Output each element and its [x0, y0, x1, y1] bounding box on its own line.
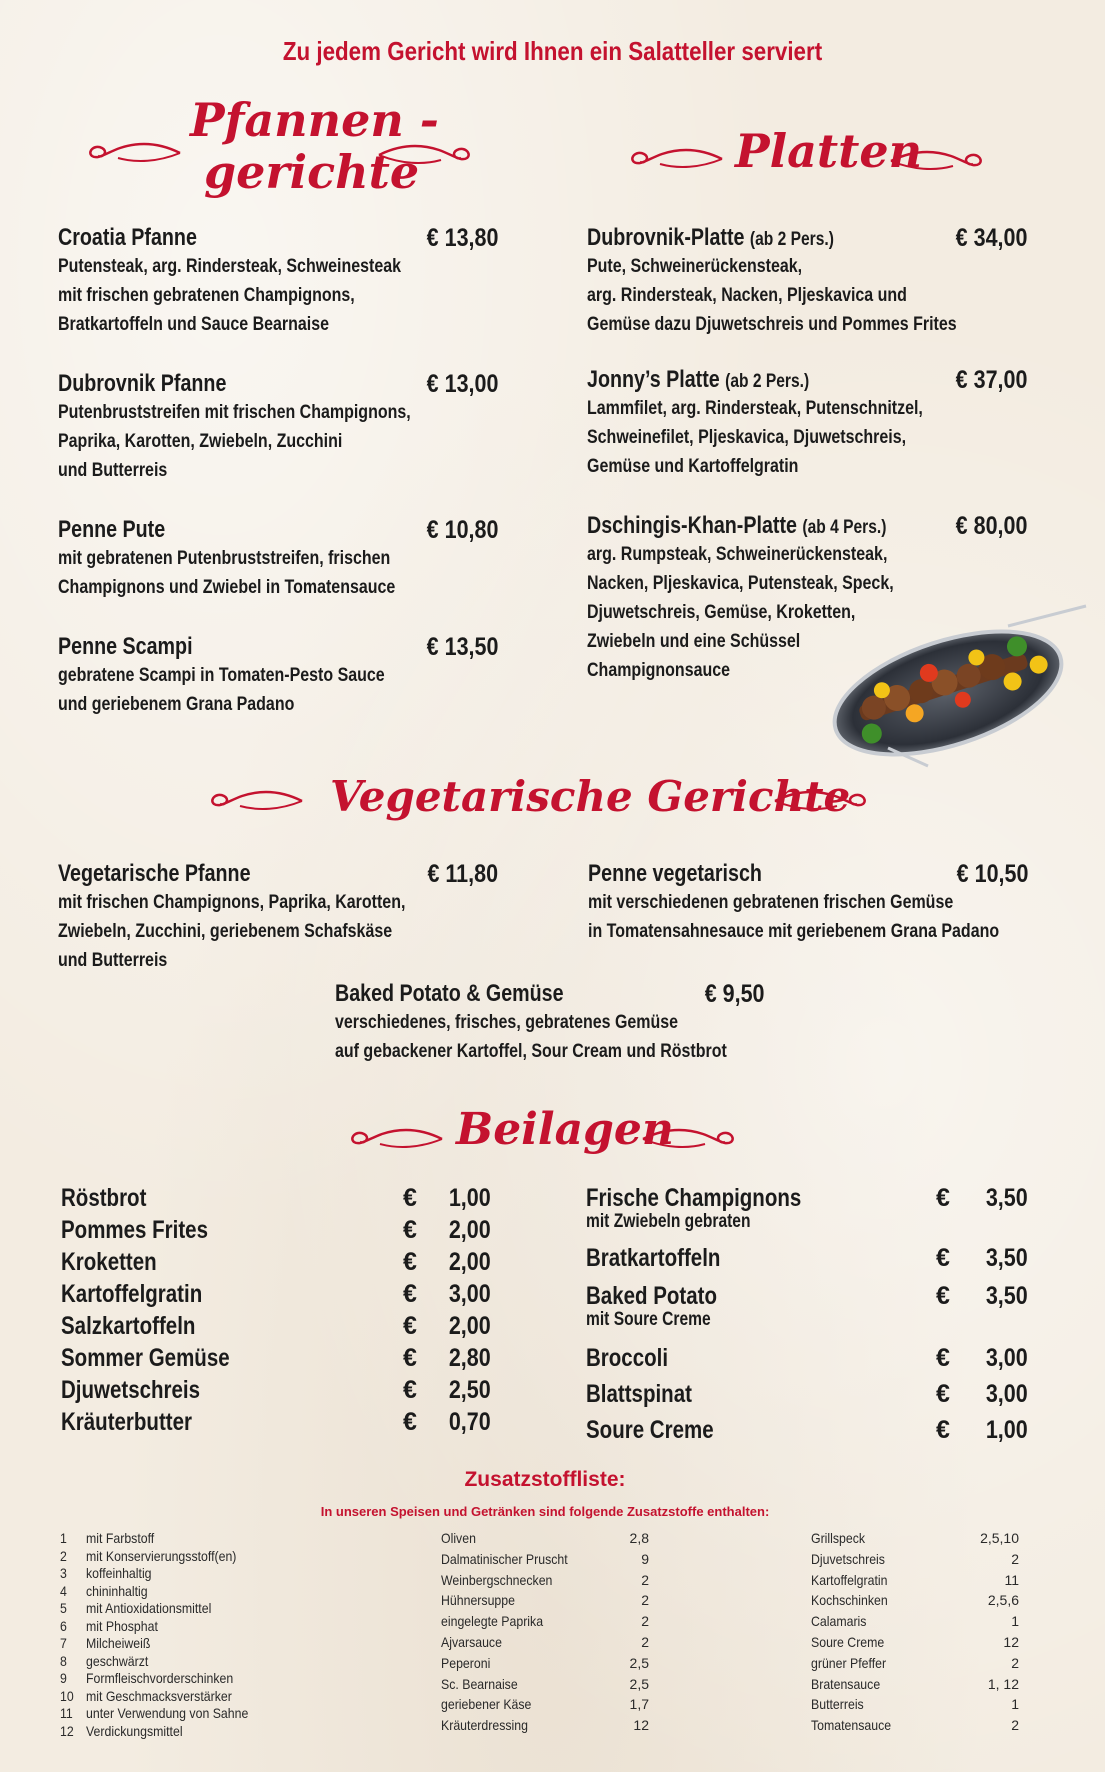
additive-codes: 1, 12 [987, 1675, 1019, 1692]
legend-number: 11 [60, 1705, 73, 1721]
pfannen-item [58, 224, 498, 339]
side-price: 1,00 [986, 1416, 1028, 1444]
vegetarisch-item [588, 860, 1028, 946]
dish-price: € 13,80 [426, 224, 498, 252]
side-item [586, 1416, 1028, 1452]
side-price: 2,50 [449, 1376, 491, 1404]
dish-description [335, 1008, 727, 1066]
flourish-left-icon [350, 1124, 445, 1154]
desc-line: und geriebenem Grana Padano [58, 693, 295, 715]
desc-line: Putensteak, arg. Rindersteak, Schweinesteak [58, 255, 402, 277]
legend-row [60, 1705, 360, 1723]
additive-name: Tomatensauce [811, 1717, 892, 1734]
dish-description [58, 544, 419, 602]
side-note: mit Soure Creme [586, 1309, 711, 1330]
side-item [586, 1184, 1028, 1244]
flourish-left-icon [88, 138, 183, 168]
dish-price: € 10,80 [426, 516, 498, 544]
additive-name: Grillspeck [811, 1530, 866, 1546]
side-name: Frische Champignons [586, 1184, 802, 1212]
legend-number: 5 [60, 1600, 67, 1616]
legend-number: 10 [60, 1687, 74, 1704]
dish-name: Penne Scampi [58, 633, 193, 660]
dish-name [587, 366, 948, 394]
additive-row [441, 1634, 649, 1655]
section-title-pfannen-line2: gerichte [204, 145, 420, 199]
legend-row [60, 1635, 360, 1653]
desc-line: Gemüse dazu Djuwetschreis und Pommes Frites [587, 313, 957, 335]
legend-text: Formfleischvorderschinken [86, 1670, 234, 1686]
additives-legend [60, 1530, 360, 1740]
desc-line: gebratene Scampi in Tomaten-Pesto Sauce [58, 664, 385, 686]
additive-row [811, 1676, 1019, 1697]
additive-name: Ajvarsauce [441, 1633, 502, 1650]
side-name: Bratkartoffeln [586, 1244, 721, 1272]
legend-row [60, 1548, 360, 1566]
additives-subtitle: In unseren Speisen und Getränken sind folgende Zusatzstoffe enthalten: [320, 1504, 770, 1519]
legend-number: 3 [60, 1565, 67, 1581]
additive-codes: 2 [641, 1592, 649, 1609]
legend-text: unter Verwendung von Sahne [86, 1705, 249, 1721]
dish-note: (ab 2 Pers.) [725, 371, 810, 392]
legend-number: 9 [60, 1670, 67, 1686]
additive-codes: 1 [1011, 1613, 1019, 1630]
additive-codes: 12 [1003, 1633, 1019, 1650]
dish-description [58, 888, 419, 975]
additive-codes: 2,5 [629, 1675, 649, 1692]
additive-name: Peperoni [441, 1654, 491, 1671]
additive-codes: 2,5 [629, 1654, 649, 1671]
additive-codes: 2,5,10 [980, 1530, 1019, 1546]
flourish-right-icon [772, 786, 867, 816]
additive-row [441, 1592, 649, 1613]
euro-sign: € [936, 1282, 950, 1310]
side-item [61, 1216, 491, 1248]
legend-number: 6 [60, 1617, 67, 1634]
additive-name: Kartoffelgratin [811, 1571, 888, 1588]
side-price: 3,00 [986, 1380, 1028, 1408]
desc-line: und Butterreis [58, 949, 168, 971]
flourish-left-icon [630, 144, 725, 174]
legend-number: 12 [60, 1722, 74, 1739]
dish-name [587, 224, 948, 252]
side-item [61, 1184, 491, 1216]
side-name: Soure Creme [586, 1416, 714, 1444]
legend-row [60, 1618, 360, 1636]
dish-name: Croatia Pfanne [58, 224, 197, 251]
legend-text: mit Konservierungsstoff(en) [86, 1547, 237, 1564]
legend-text: mit Geschmacksverstärker [86, 1687, 232, 1704]
dish-price: € 13,50 [426, 633, 498, 661]
vegetarisch-item [335, 980, 765, 1066]
additive-row [811, 1551, 1019, 1572]
legend-text: chininhaltig [86, 1582, 148, 1599]
desc-line: Zwiebeln und eine Schüssel [587, 630, 801, 652]
desc-line: Gemüse und Kartoffelgratin [587, 455, 799, 477]
legend-row [60, 1688, 360, 1706]
additive-row [811, 1572, 1019, 1593]
euro-sign: € [403, 1344, 417, 1372]
legend-number: 2 [60, 1547, 67, 1564]
desc-line: und Butterreis [58, 459, 168, 481]
desc-line: auf gebackener Kartoffel, Sour Cream und Röstbrot [335, 1040, 727, 1062]
additive-row [441, 1655, 649, 1676]
additive-codes: 12 [633, 1717, 649, 1734]
additive-row [441, 1696, 649, 1717]
desc-line: Champignons und Zwiebel in Tomatensauce [58, 576, 396, 598]
dish-price: € 37,00 [955, 366, 1027, 394]
side-price: 2,00 [449, 1216, 491, 1244]
section-title-pfannen-line1: Pfannen - [190, 93, 439, 147]
legend-text: Verdickungsmittel [86, 1722, 183, 1739]
euro-sign: € [936, 1244, 950, 1272]
side-name: Djuwetschreis [61, 1376, 201, 1404]
additive-name: Soure Creme [811, 1633, 885, 1650]
desc-line: Lammfilet, arg. Rindersteak, Putenschnitzel, [587, 397, 923, 419]
legend-row [60, 1723, 360, 1741]
side-name: Röstbrot [61, 1184, 147, 1212]
dish-name-text: Dschingis-Khan-Platte [587, 512, 797, 539]
side-price: 1,00 [449, 1184, 491, 1212]
side-price: 3,50 [986, 1282, 1028, 1310]
section-title-vegetarisch: Vegetarische Gerichte [330, 772, 851, 821]
additive-row [441, 1676, 649, 1697]
dish-name-text: Jonny’s Platte [587, 366, 720, 393]
dish-description [587, 394, 948, 481]
beilagen-right-list [586, 1184, 1028, 1452]
desc-line: mit verschiedenen gebratenen frischen Gemüse [588, 891, 954, 913]
legend-row [60, 1565, 360, 1583]
additive-name: Djuvetschreis [811, 1550, 885, 1567]
dish-price: € 10,50 [956, 860, 1028, 888]
euro-sign: € [936, 1344, 950, 1372]
desc-line: arg. Rindersteak, Nacken, Pljeskavica und [587, 284, 907, 306]
euro-sign: € [936, 1416, 950, 1444]
side-name: Kroketten [61, 1248, 157, 1276]
dish-description [58, 252, 419, 339]
additive-row [441, 1717, 649, 1738]
side-item [61, 1248, 491, 1280]
platten-item [587, 366, 1027, 481]
side-name: Salzkartoffeln [61, 1312, 196, 1340]
additive-name: Dalmatinischer Pruscht [441, 1550, 568, 1567]
flourish-right-icon [888, 146, 983, 176]
desc-line: Zwiebeln, Zucchini, geriebenem Schafskäse [58, 920, 393, 942]
side-name: Kräuterbutter [61, 1408, 192, 1436]
dish-name: Dubrovnik Pfanne [58, 370, 227, 397]
additives-right-list [811, 1530, 1019, 1738]
salad-notice: Zu jedem Gericht wird Ihnen ein Salatteller serviert [282, 36, 823, 66]
legend-text: mit Phosphat [86, 1617, 158, 1634]
pfannen-item [58, 633, 498, 719]
euro-sign: € [403, 1376, 417, 1404]
additive-codes: 2,8 [629, 1530, 649, 1546]
legend-row [60, 1670, 360, 1688]
additive-row [441, 1572, 649, 1593]
additive-name: Bratensauce [811, 1675, 881, 1692]
legend-row [60, 1600, 360, 1618]
desc-line: Putenbruststreifen mit frischen Champignons, [58, 401, 411, 423]
side-name: Baked Potato [586, 1282, 718, 1310]
additive-codes: 2 [641, 1613, 649, 1630]
additive-codes: 11 [1004, 1571, 1019, 1588]
additive-name: Kochschinken [811, 1592, 888, 1609]
dish-price: € 34,00 [955, 224, 1027, 252]
vegetarisch-item [58, 860, 498, 975]
dish-description [58, 398, 419, 485]
additive-name: geriebener Käse [441, 1696, 532, 1713]
dish-price: € 11,80 [427, 860, 498, 888]
pfannen-item [58, 370, 498, 485]
additive-codes: 2 [1011, 1717, 1019, 1734]
legend-text: koffeinhaltig [86, 1565, 152, 1581]
side-price: 3,00 [986, 1344, 1028, 1372]
additive-row [441, 1530, 649, 1551]
side-item [61, 1376, 491, 1408]
platter-photo [818, 598, 1098, 768]
section-title-beilagen: Beilagen [456, 1104, 674, 1155]
additive-codes: 9 [641, 1550, 649, 1567]
side-item [61, 1408, 491, 1440]
additive-row [441, 1613, 649, 1634]
dish-name: Penne Pute [58, 516, 166, 543]
legend-number: 4 [60, 1582, 67, 1599]
additive-name: grüner Pfeffer [811, 1654, 887, 1671]
additive-codes: 2 [641, 1633, 649, 1650]
additive-name: eingelegte Paprika [441, 1613, 544, 1630]
side-name: Sommer Gemüse [61, 1344, 230, 1372]
legend-text: geschwärzt [86, 1652, 149, 1669]
desc-line: Bratkartoffeln und Sauce Bearnaise [58, 313, 330, 335]
side-item [61, 1280, 491, 1312]
additive-codes: 2 [641, 1571, 649, 1588]
dish-price: € 80,00 [955, 512, 1027, 540]
desc-line: Pute, Schweinerückensteak, [587, 255, 803, 277]
section-title-platten: Platten [735, 124, 923, 178]
side-item [586, 1380, 1028, 1416]
legend-row [60, 1653, 360, 1671]
desc-line: mit gebratenen Putenbruststreifen, frischen [58, 547, 391, 569]
euro-sign: € [403, 1216, 417, 1244]
desc-line: verschiedenes, frisches, gebratenes Gemüse [335, 1011, 679, 1033]
side-price: 3,00 [449, 1280, 491, 1308]
side-name: Broccoli [586, 1344, 669, 1372]
desc-line: mit frischen gebratenen Champignons, [58, 284, 355, 306]
additive-row [811, 1655, 1019, 1676]
additive-row [811, 1634, 1019, 1655]
euro-sign: € [403, 1248, 417, 1276]
side-price: 3,50 [986, 1244, 1028, 1272]
additive-row [811, 1530, 1019, 1551]
desc-line: arg. Rumpsteak, Schweinerückensteak, [587, 543, 888, 565]
dish-name-text: Dubrovnik-Platte [587, 224, 745, 251]
side-name: Pommes Frites [61, 1216, 208, 1244]
legend-row [60, 1583, 360, 1601]
additives-title: Zusatzstoffliste: [464, 1468, 626, 1491]
desc-line: Djuwetschreis, Gemüse, Kroketten, [587, 601, 856, 623]
desc-line: in Tomatensahnesauce mit geriebenem Grana Padano [588, 920, 1000, 942]
side-name: Blattspinat [586, 1380, 692, 1408]
desc-line: Paprika, Karotten, Zwiebeln, Zucchini [58, 430, 343, 452]
legend-text: mit Antioxidationsmittel [86, 1600, 212, 1616]
additive-name: Weinbergschnecken [441, 1571, 553, 1588]
legend-text: Milcheiweiß [86, 1635, 151, 1651]
additive-name: Calamaris [811, 1613, 867, 1630]
dish-name: Baked Potato & Gemüse [335, 980, 564, 1007]
additives-mid-list [441, 1530, 649, 1738]
side-price: 2,00 [449, 1248, 491, 1276]
side-note: mit Zwiebeln gebraten [586, 1211, 751, 1232]
additive-row [811, 1717, 1019, 1738]
side-price: 2,00 [449, 1312, 491, 1340]
dish-price: € 13,00 [426, 370, 498, 398]
dish-note: (ab 4 Pers.) [802, 517, 887, 538]
additive-codes: 2 [1011, 1550, 1019, 1567]
dish-name: Vegetarische Pfanne [58, 860, 251, 887]
dish-name [587, 512, 948, 540]
euro-sign: € [936, 1380, 950, 1408]
platten-item [587, 224, 1027, 339]
legend-number: 7 [60, 1635, 67, 1651]
side-item [61, 1312, 491, 1344]
additive-row [811, 1696, 1019, 1717]
euro-sign: € [936, 1184, 950, 1212]
flourish-right-icon [376, 140, 471, 170]
side-item [61, 1344, 491, 1376]
euro-sign: € [403, 1184, 417, 1212]
additive-codes: 1 [1011, 1696, 1019, 1713]
legend-text: mit Farbstoff [86, 1530, 155, 1546]
additive-row [811, 1592, 1019, 1613]
beilagen-left-list [61, 1184, 491, 1440]
side-price: 3,50 [986, 1184, 1028, 1212]
additive-codes: 2,5,6 [987, 1592, 1019, 1609]
pfannen-item [58, 516, 498, 602]
side-item [586, 1282, 1028, 1344]
additive-name: Butterreis [811, 1696, 864, 1713]
side-price: 0,70 [449, 1408, 491, 1436]
dish-price: € 9,50 [705, 980, 765, 1008]
additive-name: Kräuterdressing [441, 1717, 528, 1734]
additive-row [441, 1551, 649, 1572]
flourish-right-icon [640, 1124, 735, 1154]
side-item [586, 1244, 1028, 1282]
additive-name: Hühnersuppe [441, 1592, 515, 1609]
additive-name: Oliven [441, 1530, 476, 1546]
legend-row [60, 1530, 360, 1548]
flourish-left-icon [210, 786, 305, 816]
additive-name: Sc. Bearnaise [441, 1675, 518, 1692]
additive-codes: 1,7 [629, 1696, 649, 1713]
additive-row [811, 1613, 1019, 1634]
dish-note: (ab 2 Pers.) [749, 229, 834, 250]
side-price: 2,80 [449, 1344, 491, 1372]
desc-line: Nacken, Pljeskavica, Putensteak, Speck, [587, 572, 894, 594]
desc-line: mit frischen Champignons, Paprika, Karotten, [58, 891, 406, 913]
euro-sign: € [403, 1312, 417, 1340]
side-item [586, 1344, 1028, 1380]
desc-line: Champignonsauce [587, 659, 731, 681]
additive-codes: 2 [1011, 1654, 1019, 1671]
dish-description [587, 252, 957, 339]
dish-name: Penne vegetarisch [588, 860, 762, 887]
legend-number: 1 [60, 1530, 67, 1546]
euro-sign: € [403, 1408, 417, 1436]
dish-description [588, 888, 1000, 946]
euro-sign: € [403, 1280, 417, 1308]
dish-description [58, 661, 419, 719]
legend-number: 8 [60, 1652, 67, 1669]
side-name: Kartoffelgratin [61, 1280, 203, 1308]
desc-line: Schweinefilet, Pljeskavica, Djuwetschreis, [587, 426, 907, 448]
